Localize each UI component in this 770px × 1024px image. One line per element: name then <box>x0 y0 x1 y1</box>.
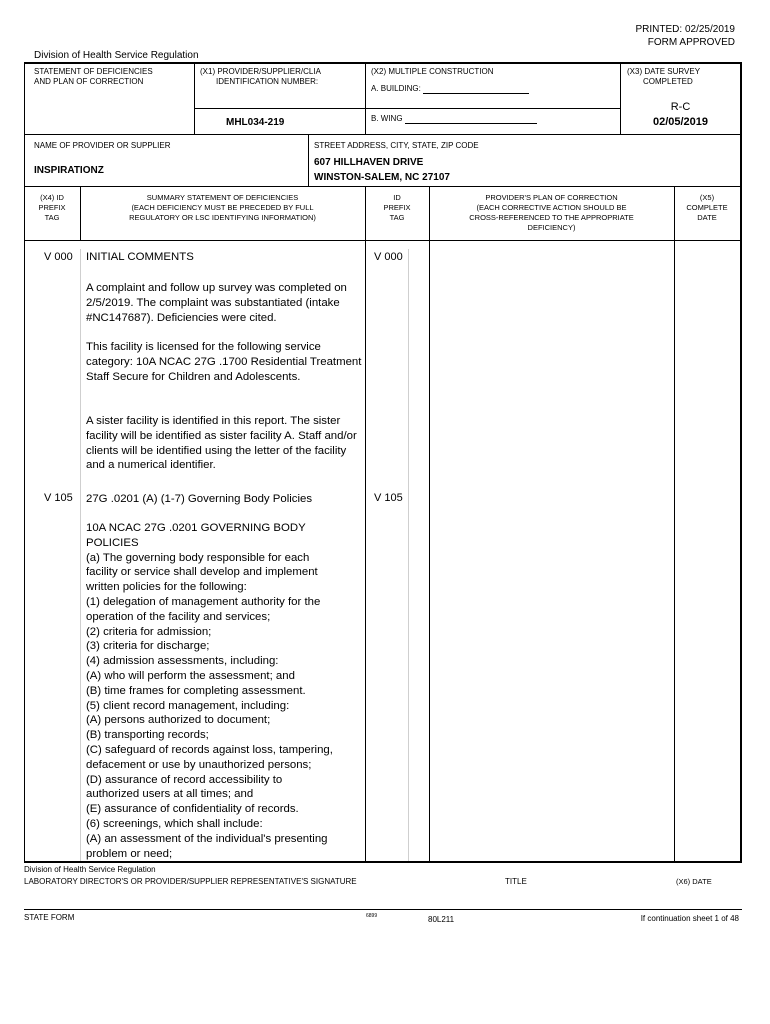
divider <box>365 186 366 862</box>
entry-paragraph: This facility is licensed for the following service category: 10A NCAC 27G .1700 Residential Treatment Staff Secure for Children and Adolescents. <box>86 341 362 383</box>
form-approved: FORM APPROVED <box>647 37 735 48</box>
entry-tag: V 000 <box>44 251 73 263</box>
col-summary-line: SUMMARY STATEMENT OF DEFICIENCIES <box>146 193 299 202</box>
col-plan-line: PROVIDER'S PLAN OF CORRECTION <box>485 193 618 202</box>
title-label: TITLE <box>505 877 527 886</box>
address-label: STREET ADDRESS, CITY, STATE, ZIP CODE <box>314 141 479 150</box>
divider <box>194 62 195 134</box>
regulation-line: (3) criteria for discharge; <box>86 640 210 653</box>
divider <box>24 186 741 187</box>
x6-date-label: (X6) DATE <box>676 877 712 886</box>
col-x5-header <box>674 193 740 223</box>
building-label: A. BUILDING: <box>371 84 421 93</box>
wing-blank <box>405 115 537 124</box>
col-x4-line: (X4) ID <box>40 193 64 202</box>
x1-label-1: (X1) PROVIDER/SUPPLIER/CLIA <box>200 67 321 76</box>
col-summary-line: REGULATORY OR LSC IDENTIFYING INFORMATION) <box>129 213 316 222</box>
statement-label-1: STATEMENT OF DEFICIENCIES <box>34 67 153 76</box>
survey-code: R-C <box>670 101 691 113</box>
regulation-text <box>86 521 362 861</box>
col-id-line: ID <box>393 193 401 202</box>
divider <box>80 249 81 861</box>
regulation-line: operation of the facility and services; <box>86 610 271 623</box>
provider-name-label: NAME OF PROVIDER OR SUPPLIER <box>34 141 171 150</box>
frame-top <box>24 62 741 64</box>
col-x5-line: (X5) <box>699 193 715 202</box>
state-form-label: STATE FORM <box>24 913 75 922</box>
x3-label-1: (X3) DATE SURVEY <box>627 67 701 76</box>
entry-id-tag: V 000 <box>374 251 403 263</box>
entry-tag: V 105 <box>44 492 73 504</box>
frame-right <box>740 62 742 862</box>
survey-date: 02/05/2019 <box>652 116 709 128</box>
col-summary-header <box>80 193 365 223</box>
regulation-line: (2) criteria for admission; <box>86 625 212 638</box>
divider <box>365 62 366 134</box>
form-code: 6899 <box>366 913 378 919</box>
col-x5-line: COMPLETE <box>686 203 728 212</box>
regulation-line: (4) admission assessments, including: <box>86 655 279 668</box>
regulation-line: (D) assurance of record accessibility to <box>86 773 283 786</box>
building-blank <box>423 85 529 94</box>
regulation-line: 10A NCAC 27G .0201 GOVERNING BODY <box>86 522 306 534</box>
divider <box>429 186 430 862</box>
frame-left <box>24 62 25 862</box>
continuation-sheet: If continuation sheet 1 of 48 <box>640 914 739 923</box>
col-x4-line: PREFIX <box>38 203 66 212</box>
regulation-line: (5) client record management, including: <box>86 699 290 712</box>
regulation-line: (E) assurance of confidentiality of records. <box>86 803 299 816</box>
col-x4-line: TAG <box>44 213 60 222</box>
regulation-line: (1) delegation of management authority for the <box>86 595 321 608</box>
signature-label: LABORATORY DIRECTOR'S OR PROVIDER/SUPPLIER REPRESENTATIVE'S SIGNATURE <box>24 877 357 886</box>
divider <box>24 909 742 910</box>
divider <box>674 186 675 862</box>
divider <box>365 108 620 109</box>
entry-paragraph: A sister facility is identified in this report. The sister facility will be identified as sister facility A. Staff and/or clients will be identified using the letter of the facility and a numerical identifier. <box>86 415 357 472</box>
printed-date: PRINTED: 02/25/2019 <box>635 24 735 35</box>
event-id: 80L211 <box>428 915 455 924</box>
col-id-line: PREFIX <box>383 203 411 212</box>
regulation-line: POLICIES <box>86 536 139 549</box>
provider-id: MHL034-219 <box>226 117 285 128</box>
entry-heading: INITIAL COMMENTS <box>86 251 194 263</box>
regulation-line: written policies for the following: <box>86 581 247 594</box>
col-x4-header <box>24 193 80 223</box>
col-x5-line: DATE <box>697 213 717 222</box>
entry-paragraph: A complaint and follow up survey was completed on 2/5/2019. The complaint was substantiated (intake #NC147687). Deficiencies were cited. <box>86 282 347 324</box>
regulation-line: (A) an assessment of the individual's presenting <box>86 832 328 845</box>
x2-label: (X2) MULTIPLE CONSTRUCTION <box>371 67 494 76</box>
regulation-line: facility or service shall develop and implement <box>86 566 318 579</box>
divider <box>408 249 409 861</box>
provider-name: INSPIRATIONZ <box>34 165 104 176</box>
wing-label: B. WING <box>371 114 403 123</box>
regulation-line: (A) who will perform the assessment; and <box>86 669 295 682</box>
col-plan-line: CROSS-REFERENCED TO THE APPROPRIATE <box>469 213 634 222</box>
col-summary-line: (EACH DEFICIENCY MUST BE PRECEDED BY FULL <box>131 203 314 212</box>
regulation-line: authorized users at all times; and <box>86 788 254 801</box>
regulation-line: (a) The governing body responsible for each <box>86 551 310 564</box>
wing-row <box>371 114 537 124</box>
regulation-line: (A) persons authorized to document; <box>86 714 271 727</box>
regulation-line: (C) safeguard of records against loss, tampering, <box>86 743 333 756</box>
regulation-line: (B) transporting records; <box>86 729 209 742</box>
regulation-line: defacement or use by unauthorized persons; <box>86 758 312 771</box>
street-address: 607 HILLHAVEN DRIVE <box>314 157 424 168</box>
regulation-line: (B) time frames for completing assessment. <box>86 684 306 697</box>
entry-heading: 27G .0201 (A) (1-7) Governing Body Policies <box>86 493 313 505</box>
x1-label-2: IDENTIFICATION NUMBER: <box>216 77 319 86</box>
col-plan-line: (EACH CORRECTIVE ACTION SHOULD BE <box>476 203 627 212</box>
footer-agency: Division of Health Service Regulation <box>24 865 156 874</box>
divider <box>24 134 741 135</box>
col-id-line: TAG <box>389 213 405 222</box>
col-id-header <box>365 193 429 223</box>
agency-name: Division of Health Service Regulation <box>34 50 199 61</box>
divider <box>24 240 741 241</box>
divider <box>194 108 365 109</box>
regulation-line: (6) screenings, which shall include: <box>86 817 263 830</box>
divider <box>308 134 309 186</box>
col-plan-line: DEFICIENCY) <box>527 223 576 232</box>
col-plan-header <box>429 193 674 233</box>
entry-id-tag: V 105 <box>374 492 403 504</box>
statement-label-2: AND PLAN OF CORRECTION <box>34 77 144 86</box>
city-state-zip: WINSTON-SALEM, NC 27107 <box>314 172 450 183</box>
building-row <box>371 84 529 94</box>
regulation-line: problem or need; <box>86 847 173 860</box>
x3-label-2: COMPLETED <box>643 77 693 86</box>
